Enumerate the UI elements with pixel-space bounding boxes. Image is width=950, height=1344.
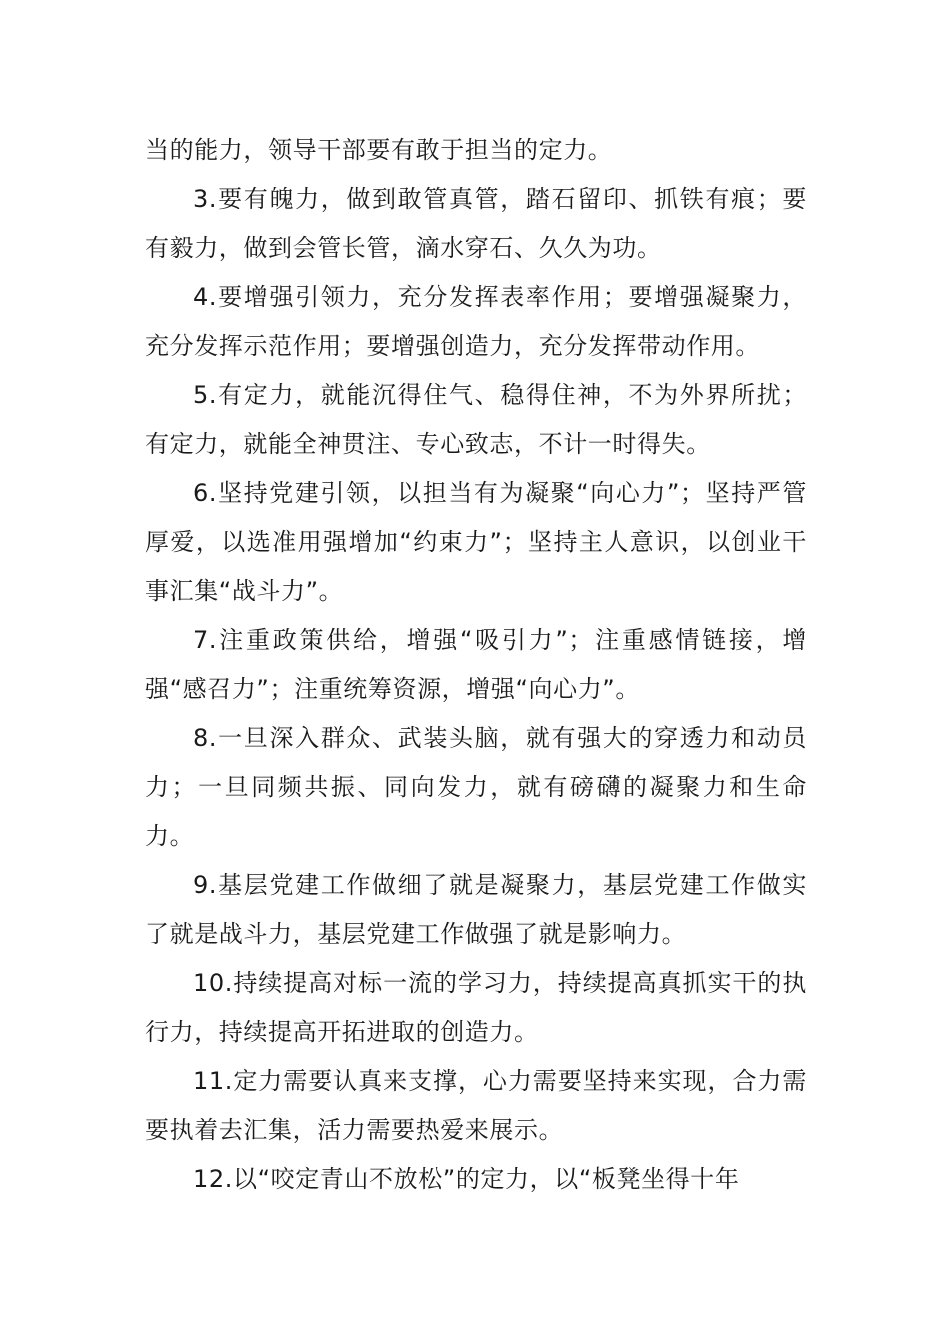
paragraph-7: 7.注重政策供给，增强“吸引力”；注重感情链接，增强“感召力”；注重统筹资源，增强“向心力”。 bbox=[145, 626, 807, 703]
body-text bbox=[145, 126, 807, 1204]
paragraph-6: 6.坚持党建引领，以担当有为凝聚“向心力”；坚持严管厚爱，以选准用强增加“约束力”；坚持主人意识，以创业干事汇集“战斗力”。 bbox=[145, 479, 807, 605]
paragraph-12: 12.以“咬定青山不放松”的定力，以“板凳坐得十年 bbox=[193, 1165, 740, 1193]
paragraph-8: 8.一旦深入群众、武装头脑，就有强大的穿透力和动员力；一旦同频共振、同向发力，就有磅礴的凝聚力和生命力。 bbox=[145, 724, 807, 850]
paragraph-5: 5.有定力，就能沉得住气、稳得住神，不为外界所扰；有定力，就能全神贯注、专心致志，不计一时得失。 bbox=[145, 381, 807, 458]
paragraph-4: 4.要增强引领力，充分发挥表率作用；要增强凝聚力，充分发挥示范作用；要增强创造力，充分发挥带动作用。 bbox=[145, 283, 807, 360]
paragraph-11: 11.定力需要认真来支撑，心力需要坚持来实现，合力需要执着去汇集，活力需要热爱来展示。 bbox=[145, 1067, 807, 1144]
paragraph-9: 9.基层党建工作做细了就是凝聚力，基层党建工作做实了就是战斗力，基层党建工作做强了就是影响力。 bbox=[145, 871, 807, 948]
paragraph-3: 3.要有魄力，做到敢管真管，踏石留印、抓铁有痕；要有毅力，做到会管长管，滴水穿石、久久为功。 bbox=[145, 185, 807, 262]
paragraph-continuation: 当的能力，领导干部要有敢于担当的定力。 bbox=[145, 136, 613, 164]
paragraph-10: 10.持续提高对标一流的学习力，持续提高真抓实干的执行力，持续提高开拓进取的创造力。 bbox=[145, 969, 807, 1046]
